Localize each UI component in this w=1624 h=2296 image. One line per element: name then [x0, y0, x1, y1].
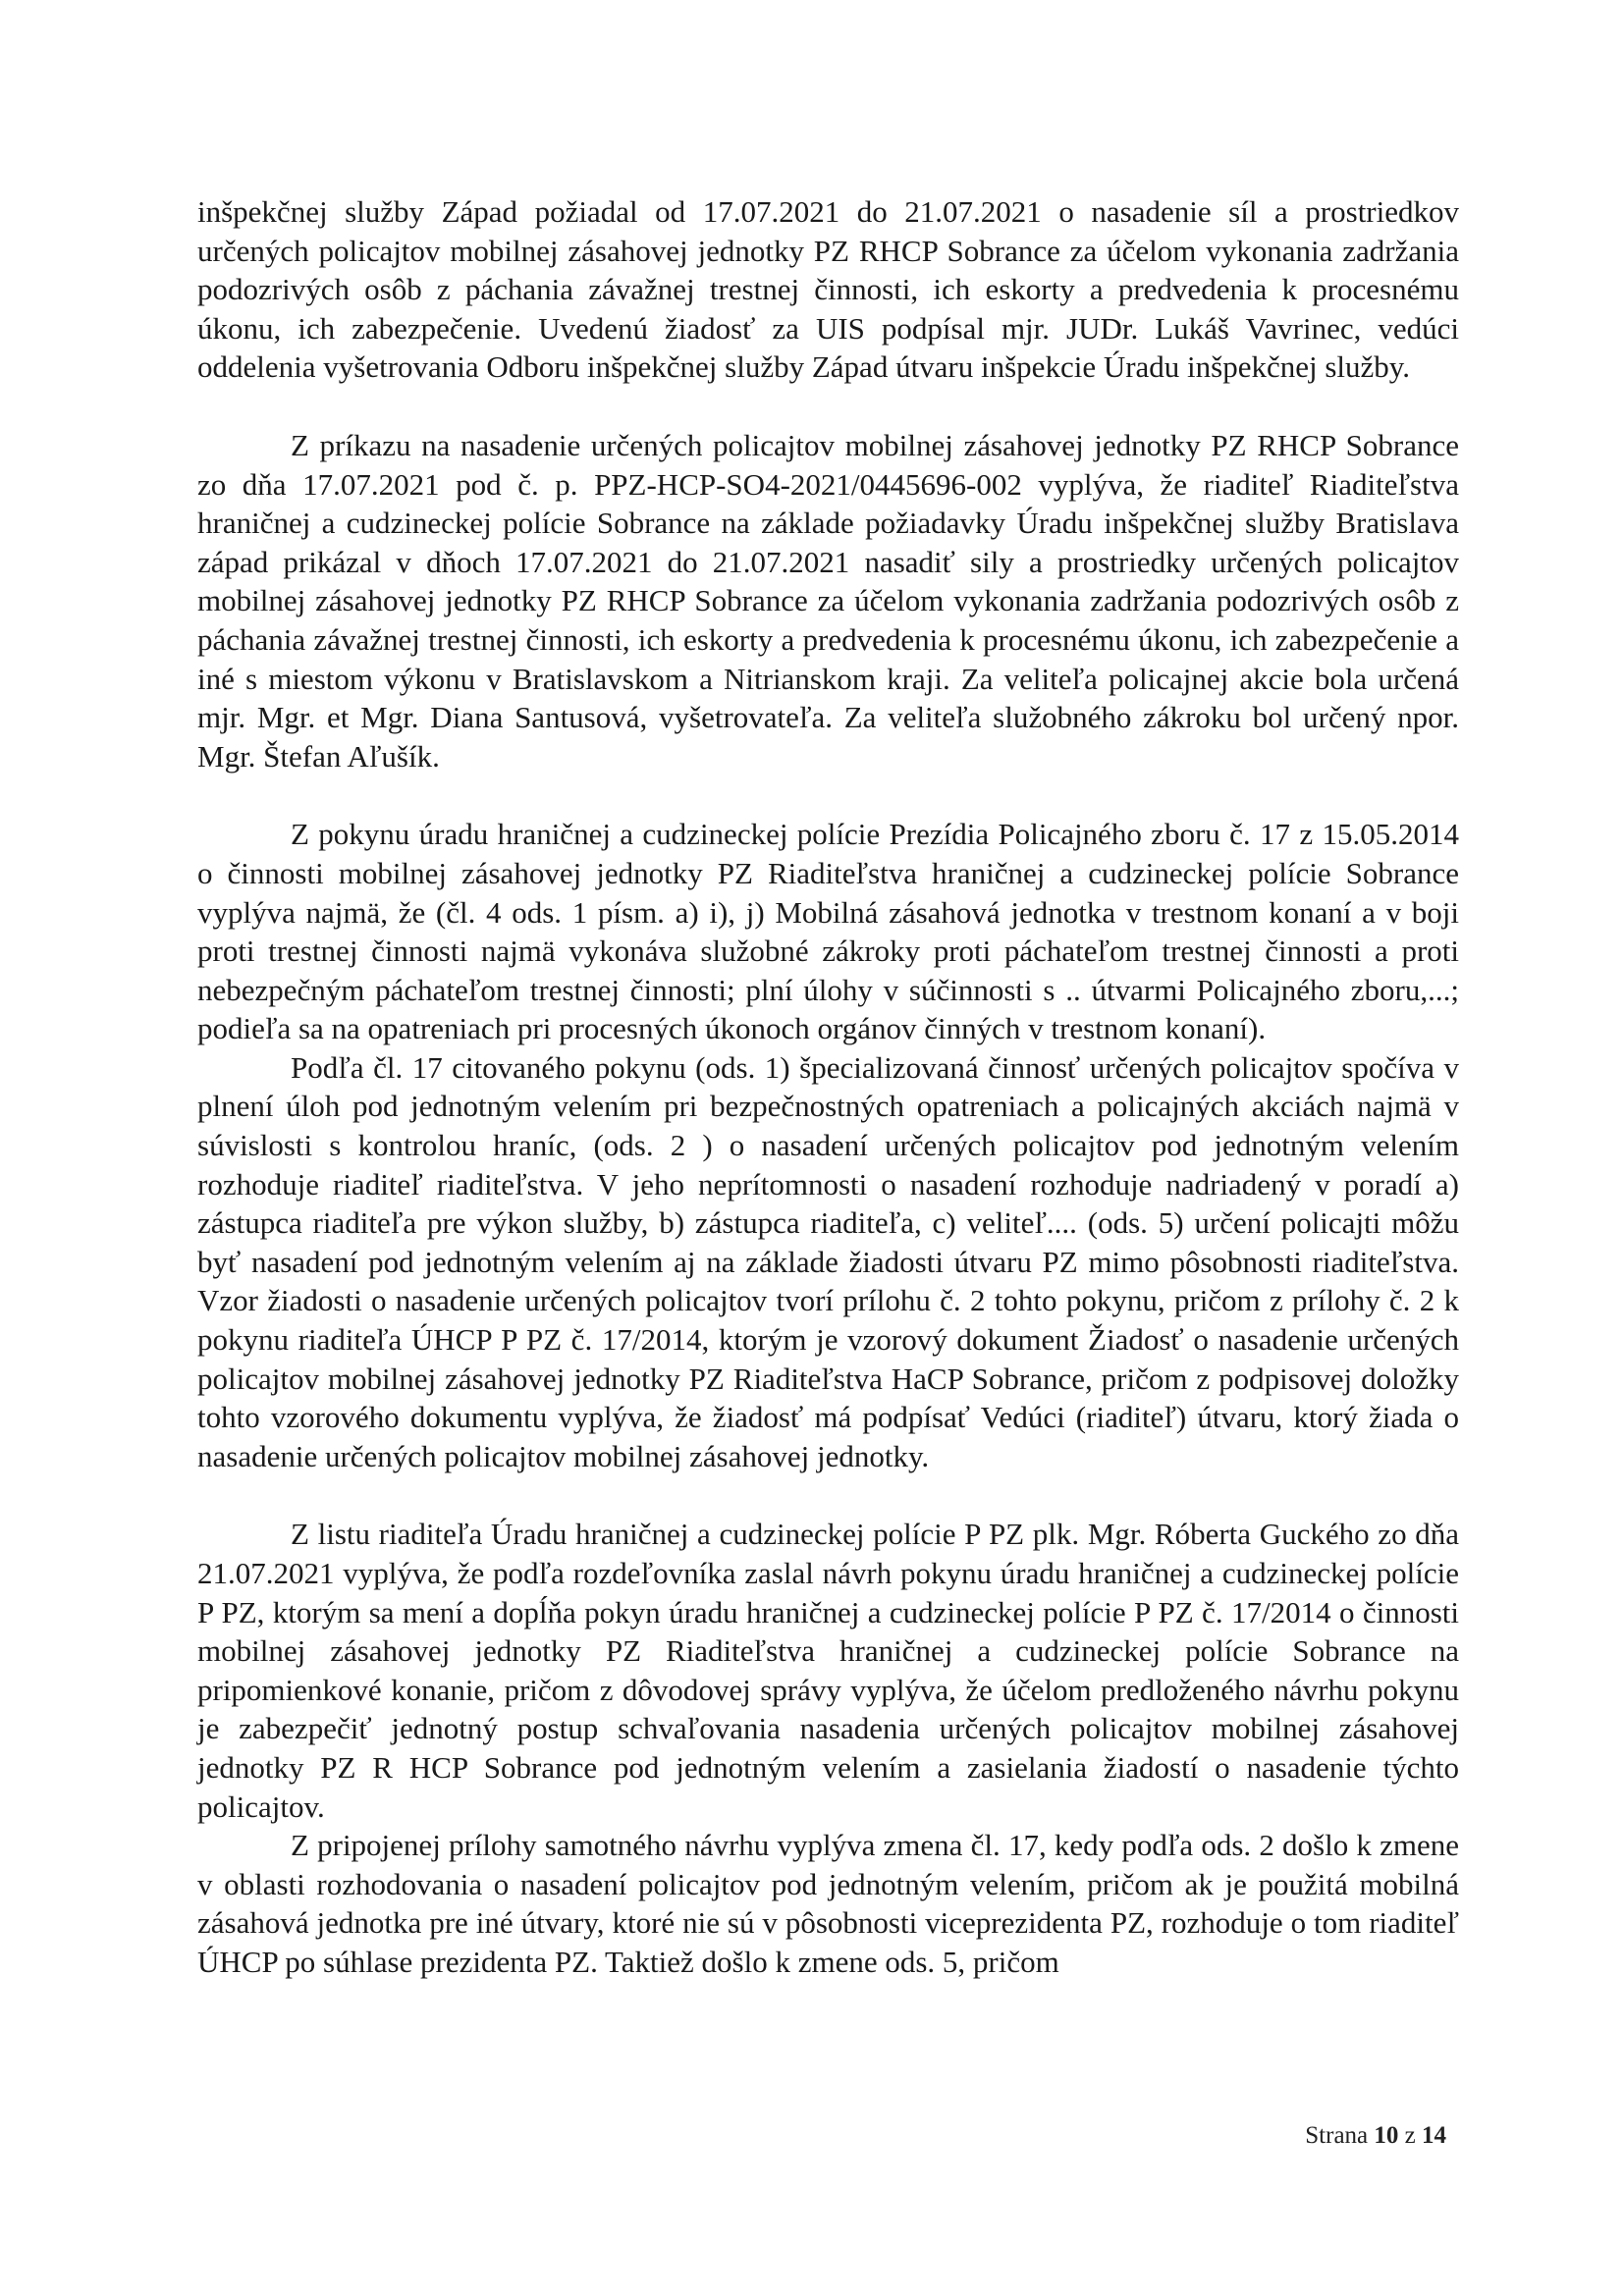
page-of: z — [1404, 2122, 1416, 2149]
paragraph: Z listu riaditeľa Úradu hraničnej a cudzineckej polície P PZ plk. Mgr. Róberta Guckého zo dňa 21.07.2021 vyplýva, že podľa rozdeľovníka zaslal návrh pokynu úradu hraničnej a cudzineckej polície P PZ, ktorým sa mení a dopĺňa pokyn úradu hraničnej a cudzineckej polície P PZ č. 17/2014 o činnosti mobilnej zásahovej jednotky PZ Riaditeľstva hraničnej a cudzineckej polície Sobrance na pripomienkové konanie, pričom z dôvodovej správy vyplýva, že účelom predloženého návrhu pokynu je zabezpečiť jednotný postup schvaľovania nasadenia určených policajtov mobilnej zásahovej jednotky PZ R HCP Sobrance pod jednotným velením a zasielania žiadostí o nasadenie týchto policajtov. — [197, 1517, 1459, 1824]
paragraph: Z pripojenej prílohy samotného návrhu vyplýva zmena čl. 17, kedy podľa ods. 2 došlo k zmene v oblasti rozhodovania o nasadení policajtov pod jednotným velením, pričom ak je použitá mobilná zásahová jednotka pre iné útvary, ktoré nie sú v pôsobnosti viceprezidenta PZ, rozhoduje o tom riaditeľ ÚHCP po súhlase prezidenta PZ. Taktiež došlo k zmene ods. 5, pričom — [197, 1828, 1459, 1979]
page-number — [1305, 2121, 1446, 2151]
total-pages: 14 — [1422, 2122, 1446, 2149]
paragraph: inšpekčnej služby Západ požiadal od 17.07.2021 do 21.07.2021 o nasadenie síl a prostriedkov určených policajtov mobilnej zásahovej jednotky PZ RHCP Sobrance za účelom vykonania zadržania podozrivých osôb z páchania závažnej trestnej činnosti, ich eskorty a predvedenia k procesnému úkonu, ich zabezpečenie. Uvedenú žiadosť za UIS podpísal mjr. JUDr. Lukáš Vavrinec, vedúci oddelenia vyšetrovania Odboru inšpekčnej služby Západ útvaru inšpekcie Úradu inšpekčnej služby. — [197, 194, 1459, 385]
paragraph: Podľa čl. 17 citovaného pokynu (ods. 1) špecializovaná činnosť určených policajtov spočíva v plnení úloh pod jednotným velením pri bezpečnostných opatreniach a policajných akciách najmä v súvislosti s kontrolou hraníc, (ods. 2 ) o nasadení určených policajtov pod jednotným velením rozhoduje riaditeľ riaditeľstva. V jeho neprítomnosti o nasadení rozhoduje nadriadený v poradí a) zástupca riaditeľa pre výkon služby, b) zástupca riaditeľa, c) veliteľ.... (ods. 5) určení policajti môžu byť nasadení pod jednotným velením aj na základe žiadosti útvaru PZ mimo pôsobnosti riaditeľstva. Vzor žiadosti o nasadenie určených policajtov tvorí prílohu č. 2 tohto pokynu, pričom z prílohy č. 2 k pokynu riaditeľa ÚHCP P PZ č. 17/2014, ktorým je vzorový dokument Žiadosť o nasadenie určených policajtov mobilnej zásahovej jednotky PZ Riaditeľstva HaCP Sobrance, pričom z podpisovej doložky tohto vzorového dokumentu vyplýva, že žiadosť má podpísať Vedúci (riaditeľ) útvaru, ktorý žiada o nasadenie určených policajtov mobilnej zásahovej jednotky. — [197, 1049, 1459, 1473]
current-page: 10 — [1374, 2122, 1399, 2149]
document-body — [197, 192, 1459, 1982]
page-label: Strana — [1305, 2122, 1369, 2149]
paragraph: Z príkazu na nasadenie určených policajtov mobilnej zásahovej jednotky PZ RHCP Sobrance zo dňa 17.07.2021 pod č. p. PPZ-HCP-SO4-2021/0445696-002 vyplýva, že riaditeľ Riaditeľstva hraničnej a cudzineckej polície Sobrance na základe požiadavky Úradu inšpekčnej služby Bratislava západ prikázal v dňoch 17.07.2021 do 21.07.2021 nasadiť sily a prostriedky určených policajtov mobilnej zásahovej jednotky PZ RHCP Sobrance za účelom vykonania zadržania podozrivých osôb z páchania závažnej trestnej činnosti, ich eskorty a predvedenia k procesnému úkonu, ich zabezpečenie a iné s miestom výkonu v Bratislavskom a Nitrianskom kraji. Za veliteľa policajnej akcie bola určená mjr. Mgr. et Mgr. Diana Santusová, vyšetrovateľa. Za veliteľa služobného zákroku bol určený npor. Mgr. Štefan Aľušík. — [197, 427, 1459, 774]
paragraph: Z pokynu úradu hraničnej a cudzineckej polície Prezídia Policajného zboru č. 17 z 15.05.2014 o činnosti mobilnej zásahovej jednotky PZ Riaditeľstva hraničnej a cudzineckej polície Sobrance vyplýva najmä, že (čl. 4 ods. 1 písm. a) i), j) Mobilná zásahová jednotka v trestnom konaní a v boji proti trestnej činnosti najmä vykonáva služobné zákroky proti páchateľom trestnej činnosti a proti nebezpečným páchateľom trestnej činnosti; plní úlohy v súčinnosti s .. útvarmi Policajného zboru,...; podieľa sa na opatreniach pri procesných úkonoch orgánov činných v trestnom konaní). — [197, 817, 1459, 1046]
